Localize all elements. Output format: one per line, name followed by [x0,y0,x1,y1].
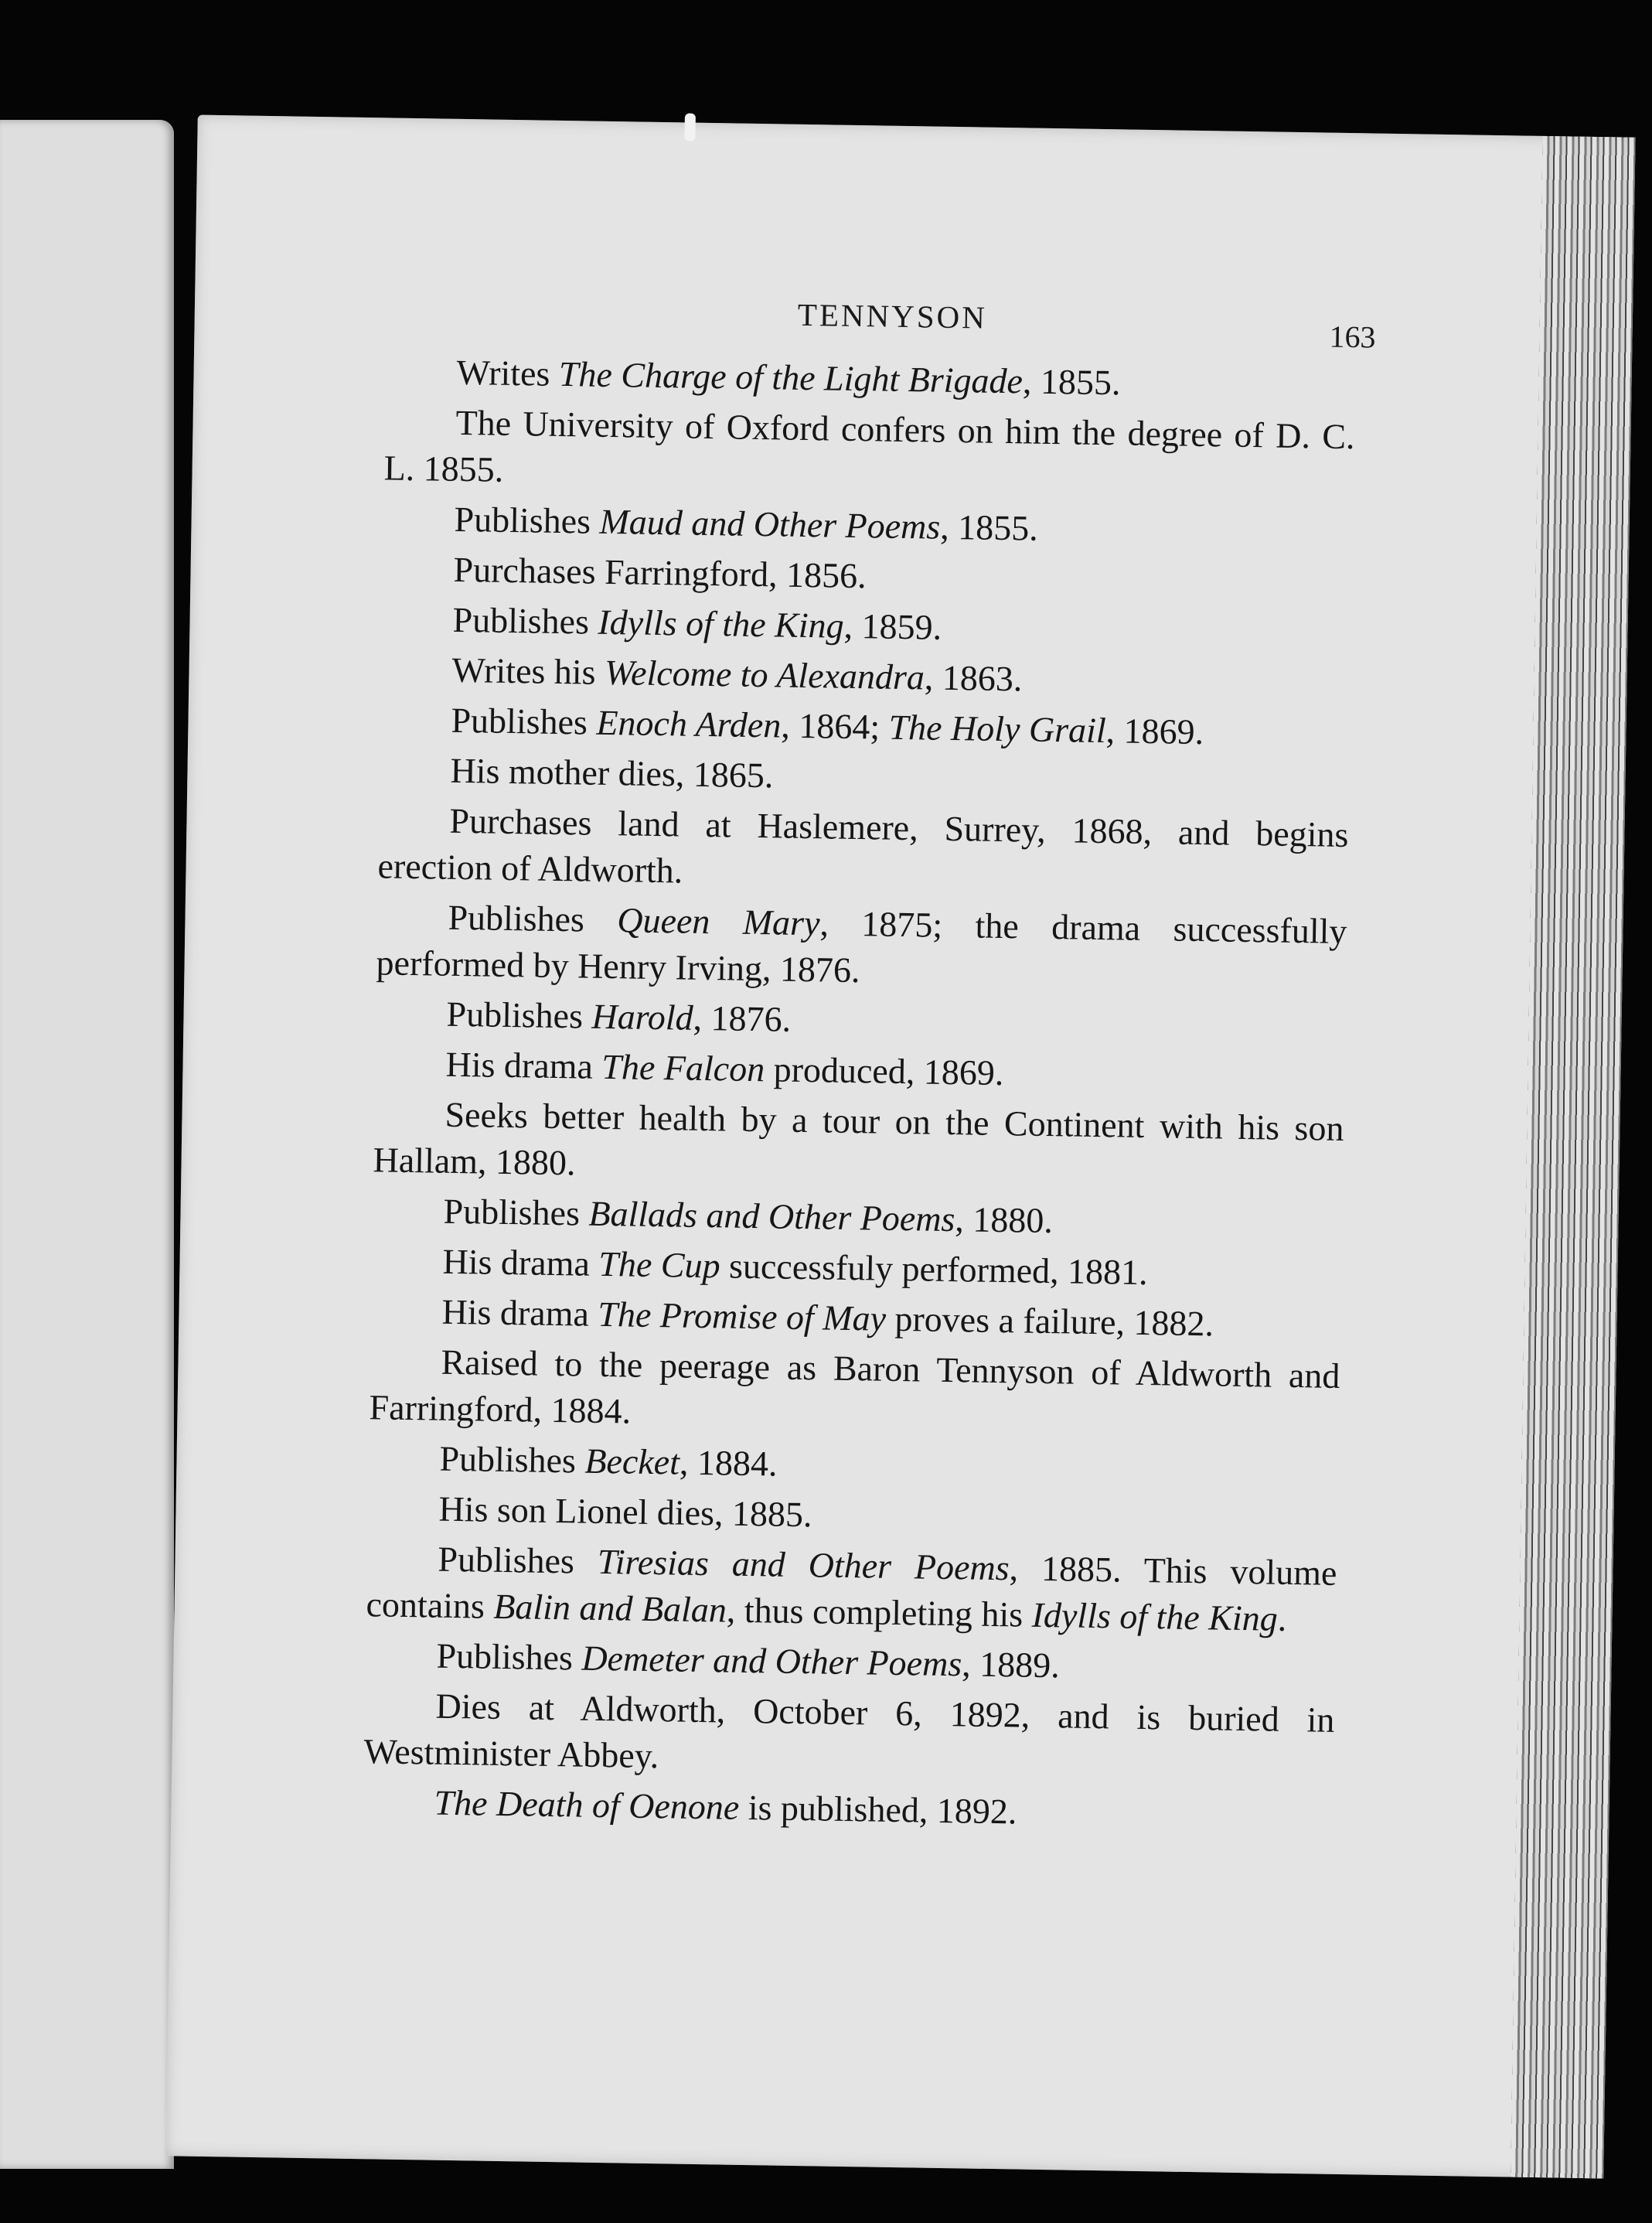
chronology-entry: The University of Oxford confers on him the degree of D. C. L. 1855. [383,402,1355,489]
chronology-entry: Dies at Aldworth, October 6, 1892, and is buried in Westminister Abbey. [363,1686,1335,1776]
chronology-entry: Raised to the peerage as Baron Tennyson of Aldworth and Farringford, 1884. [369,1342,1340,1431]
chronology-entry: Publishes Ballads and Other Poems, 1880. [443,1191,1054,1241]
chronology-entry: Publishes Becket, 1884. [439,1438,778,1484]
chronology-text [363,348,1356,1843]
chronology-entry: Writes his Welcome to Alexandra, 1863. [451,650,1023,699]
chronology-entry: Publishes Idylls of the King, 1859. [452,599,942,647]
chronology-entry: Purchases Farringford, 1856. [453,549,867,596]
chronology-entry: Publishes Queen Mary, 1875; the drama successfully performed by Henry Irving, 1876. [376,897,1347,990]
chronology-entry: His mother dies, 1865. [450,750,774,796]
chronology-entry: Publishes Enoch Arden, 1864; The Holy Grail, 1869. [451,700,1204,752]
page-tab-mark [684,113,696,141]
chronology-entry: His drama The Promise of May proves a failure, 1882. [441,1291,1214,1344]
chronology-entry: His son Lionel dies, 1885. [438,1488,812,1535]
chronology-entry: Purchases land at Haslemere, Surrey, 1868, and begins erection of Aldworth. [377,800,1349,891]
chronology-entry: Publishes Maud and Other Poems, 1855. [454,499,1039,548]
facing-page-edge [0,120,174,2169]
chronology-entry: Seeks better health by a tour on the Continent with his son Hallam, 1880. [373,1094,1344,1183]
chronology-entry: Writes The Charge of the Light Brigade, 1855. [456,352,1121,403]
running-head: TENNYSON [797,296,988,336]
chronology-entry: Publishes Tiresias and Other Poems, 1885. This volume contains Balin and Balan, thus completing his Idylls of the King. [366,1539,1337,1638]
page-number: 163 [1329,319,1376,355]
page-stack-edges [1511,136,1635,2179]
chronology-entry: His drama The Falcon produced, 1869. [445,1044,1004,1093]
chronology-entry: His drama The Cup successfuly performed, 1881. [442,1241,1149,1293]
book-page [165,115,1635,2179]
chronology-entry: Publishes Demeter and Other Poems, 1889. [436,1635,1061,1686]
chronology-entry: The Death of Oenone is published, 1892. [434,1782,1017,1832]
chronology-entry: Publishes Harold, 1876. [446,994,792,1039]
